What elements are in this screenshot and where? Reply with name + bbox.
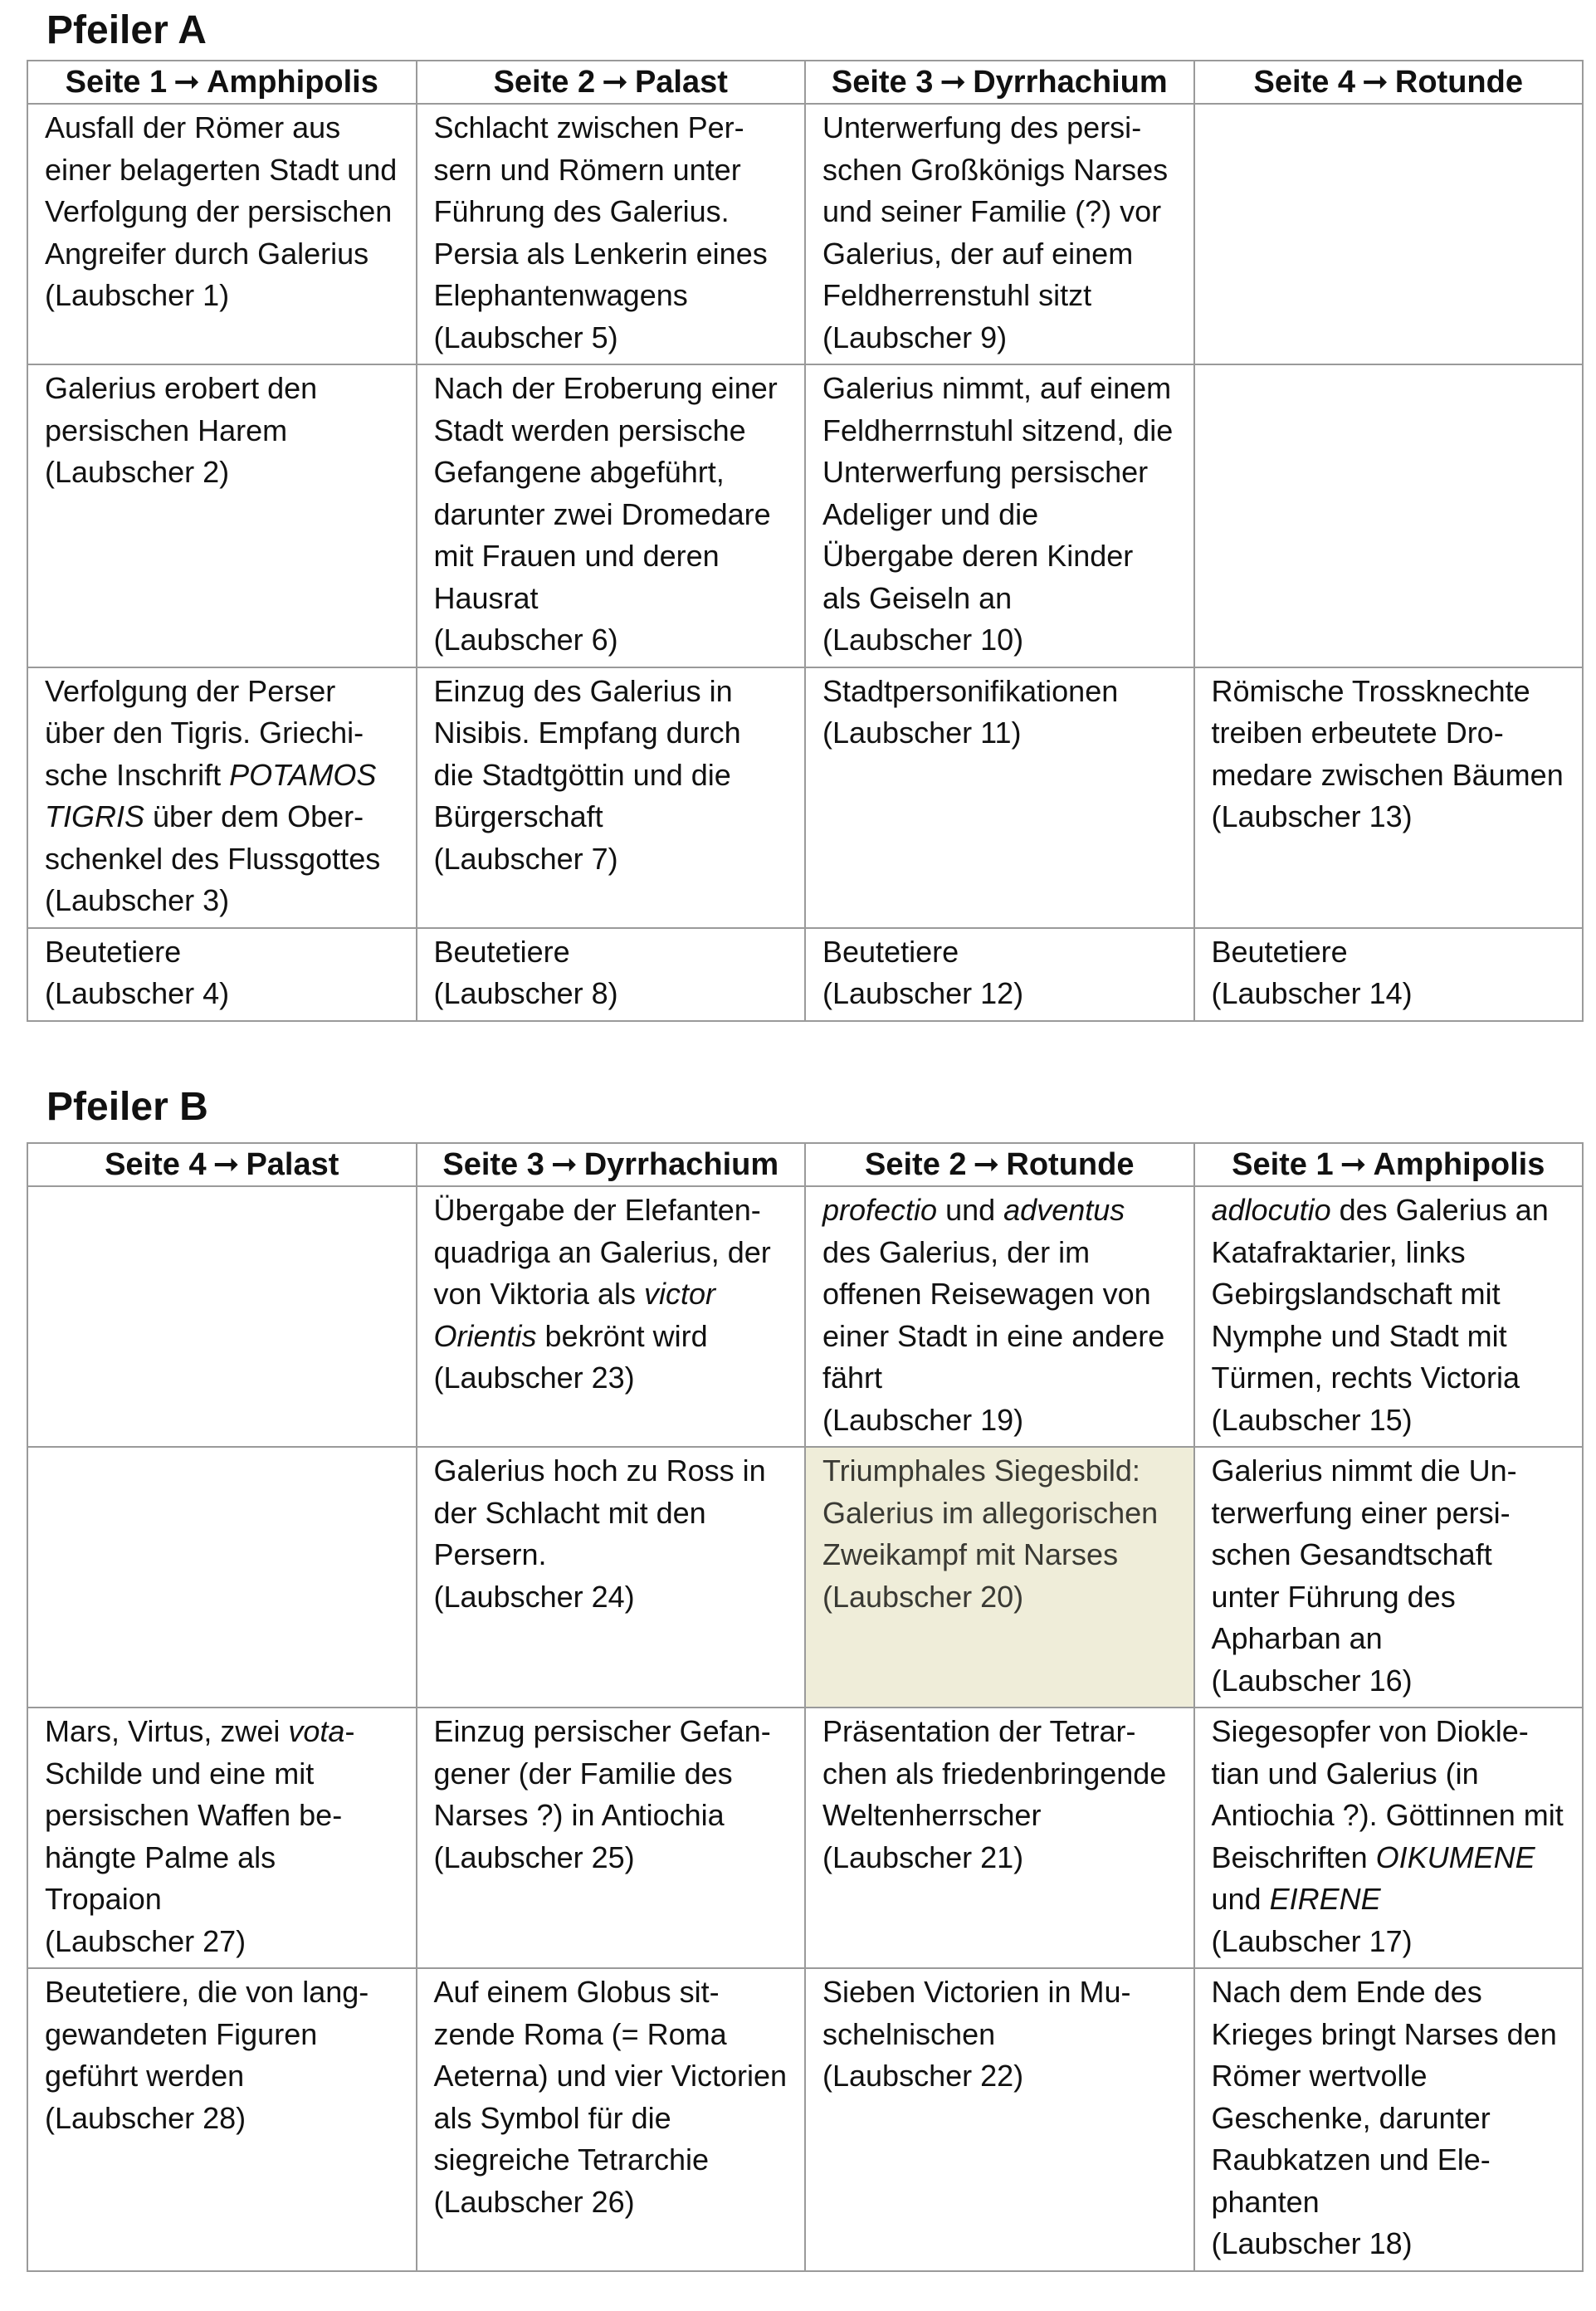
table-cell: Nach dem Ende des Krieges bringt Narses den Römer wertvolle Geschenke, darunter Raubkatzen und Elephanten (Laubscher 18): [1194, 1968, 1584, 2271]
arrow-right-icon: ➞: [1362, 65, 1389, 100]
column-header: Seite 2 ➞ Rotunde: [805, 1143, 1194, 1186]
table-row: [27, 667, 1583, 928]
table-cell: Beutetiere (Laubscher 12): [805, 928, 1194, 1021]
arrow-right-icon: ➞: [973, 1147, 1000, 1182]
table-cell: Einzug des Galerius in Nisibis. Empfang durch die Stadtgöttin und die Bürgerschaft (Laubscher 7): [417, 667, 806, 928]
table-cell: Galerius nimmt die Unterwerfung einer persischen Gesandtschaft unter Führung des Apharban an (Laubscher 16): [1194, 1447, 1584, 1708]
highlighted-cell: Triumphales Siegesbild: Galerius im allegorischen Zweikampf mit Narses (Laubscher 20): [805, 1447, 1194, 1708]
arrow-right-icon: ➞: [173, 65, 200, 100]
table-cell: Beutetiere (Laubscher 8): [417, 928, 806, 1021]
table-cell: Stadtpersonifikationen (Laubscher 11): [805, 667, 1194, 928]
arrow-right-icon: ➞: [550, 1147, 578, 1182]
column-header: Seite 3 ➞ Dyrrhachium: [805, 61, 1194, 104]
table-cell: Beutetiere (Laubscher 4): [27, 928, 417, 1021]
header-row: [27, 1143, 1583, 1186]
header-row: [27, 61, 1583, 104]
table-cell: Präsentation der Tetrarchen als friedenbringende Weltenherrscher (Laubscher 21): [805, 1708, 1194, 1968]
table-cell: Beutetiere, die von langgewandeten Figuren geführt werden (Laubscher 28): [27, 1968, 417, 2271]
pfeiler-a-title: Pfeiler A: [46, 8, 207, 52]
arrow-right-icon: ➞: [212, 1147, 240, 1182]
arrow-right-icon: ➞: [602, 65, 628, 100]
table-cell: Siegesopfer von Diokletian und Galerius (in Antiochia ?). Göttinnen mit Beischriften OIKUMENE und EIRENE (Laubscher 17): [1194, 1708, 1584, 1968]
pfeiler-a-table: [27, 60, 1584, 1022]
table-row: [27, 1708, 1583, 1968]
arrow-right-icon: ➞: [1340, 1147, 1367, 1182]
column-header: Seite 1 ➞ Amphipolis: [27, 61, 417, 104]
table-cell: adlocutio des Galerius an Katafraktarier, links Gebirgslandschaft mit Nymphe und Stadt mit Türmen, rechts Victoria (Laubscher 15): [1194, 1186, 1584, 1447]
table-cell: Ausfall der Römer aus einer belagerten Stadt und Verfolgung der persischen Angreifer durch Galerius (Laubscher 1): [27, 104, 417, 364]
table-cell: Galerius nimmt, auf einem Feldherrnstuhl sitzend, die Unterwerfung persischer Adeliger und die Übergabe deren Kinder als Geiseln an (Laubscher 10): [805, 364, 1194, 667]
table-row: [27, 1447, 1583, 1708]
table-cell: Galerius erobert den persischen Harem (Laubscher 2): [27, 364, 417, 667]
column-header: Seite 1 ➞ Amphipolis: [1194, 1143, 1584, 1186]
arrow-right-icon: ➞: [940, 65, 967, 100]
table-cell: Mars, Virtus, zwei vota-Schilde und eine mit persischen Waffen behängte Palme als Tropaion (Laubscher 27): [27, 1708, 417, 1968]
table-cell: Übergabe der Elefantenquadriga an Galerius, der von Viktoria als victor Orientis bekrönt wird (Laubscher 23): [417, 1186, 806, 1447]
table-row: [27, 928, 1583, 1021]
table-cell-empty: [1194, 104, 1584, 364]
table-cell: Schlacht zwischen Persern und Römern unter Führung des Galerius. Persia als Lenkerin eines Elephantenwagens (Laubscher 5): [417, 104, 806, 364]
column-header: Seite 4 ➞ Palast: [27, 1143, 417, 1186]
table-cell-empty: [27, 1447, 417, 1708]
table-row: [27, 1968, 1583, 2271]
table-row: [27, 1186, 1583, 1447]
table-cell: Galerius hoch zu Ross in der Schlacht mit den Persern. (Laubscher 24): [417, 1447, 806, 1708]
column-header: Seite 4 ➞ Rotunde: [1194, 61, 1584, 104]
table-cell: profectio und adventus des Galerius, der im offenen Reisewagen von einer Stadt in eine andere fährt (Laubscher 19): [805, 1186, 1194, 1447]
table-cell: Verfolgung der Perser über den Tigris. Griechische Inschrift POTAMOS TIGRIS über dem Oberschenkel des Flussgottes (Laubscher 3): [27, 667, 417, 928]
table-cell: Auf einem Globus sitzende Roma (= Roma Aeterna) und vier Victorien als Symbol für die siegreiche Tetrarchie (Laubscher 26): [417, 1968, 806, 2271]
pfeiler-b-title: Pfeiler B: [46, 1085, 208, 1129]
table-cell: Römische Trossknechte treiben erbeutete Dromedare zwischen Bäumen (Laubscher 13): [1194, 667, 1584, 928]
column-header: Seite 2 ➞ Palast: [417, 61, 806, 104]
table-row: [27, 364, 1583, 667]
column-header: Seite 3 ➞ Dyrrhachium: [417, 1143, 806, 1186]
table-cell: Nach der Eroberung einer Stadt werden persische Gefangene abgeführt, darunter zwei Dromedare mit Frauen und deren Hausrat (Laubscher 6): [417, 364, 806, 667]
table-cell-empty: [27, 1186, 417, 1447]
table-cell: Beutetiere (Laubscher 14): [1194, 928, 1584, 1021]
table-cell: Sieben Victorien in Muschelnischen (Laubscher 22): [805, 1968, 1194, 2271]
table-cell: Unterwerfung des persischen Großkönigs Narses und seiner Familie (?) vor Galerius, der auf einem Feldherrenstuhl sitzt (Laubscher 9): [805, 104, 1194, 364]
table-row: [27, 104, 1583, 364]
table-cell-empty: [1194, 364, 1584, 667]
pfeiler-b-table: [27, 1142, 1584, 2272]
table-cell: Einzug persischer Gefangener (der Familie des Narses ?) in Antiochia (Laubscher 25): [417, 1708, 806, 1968]
